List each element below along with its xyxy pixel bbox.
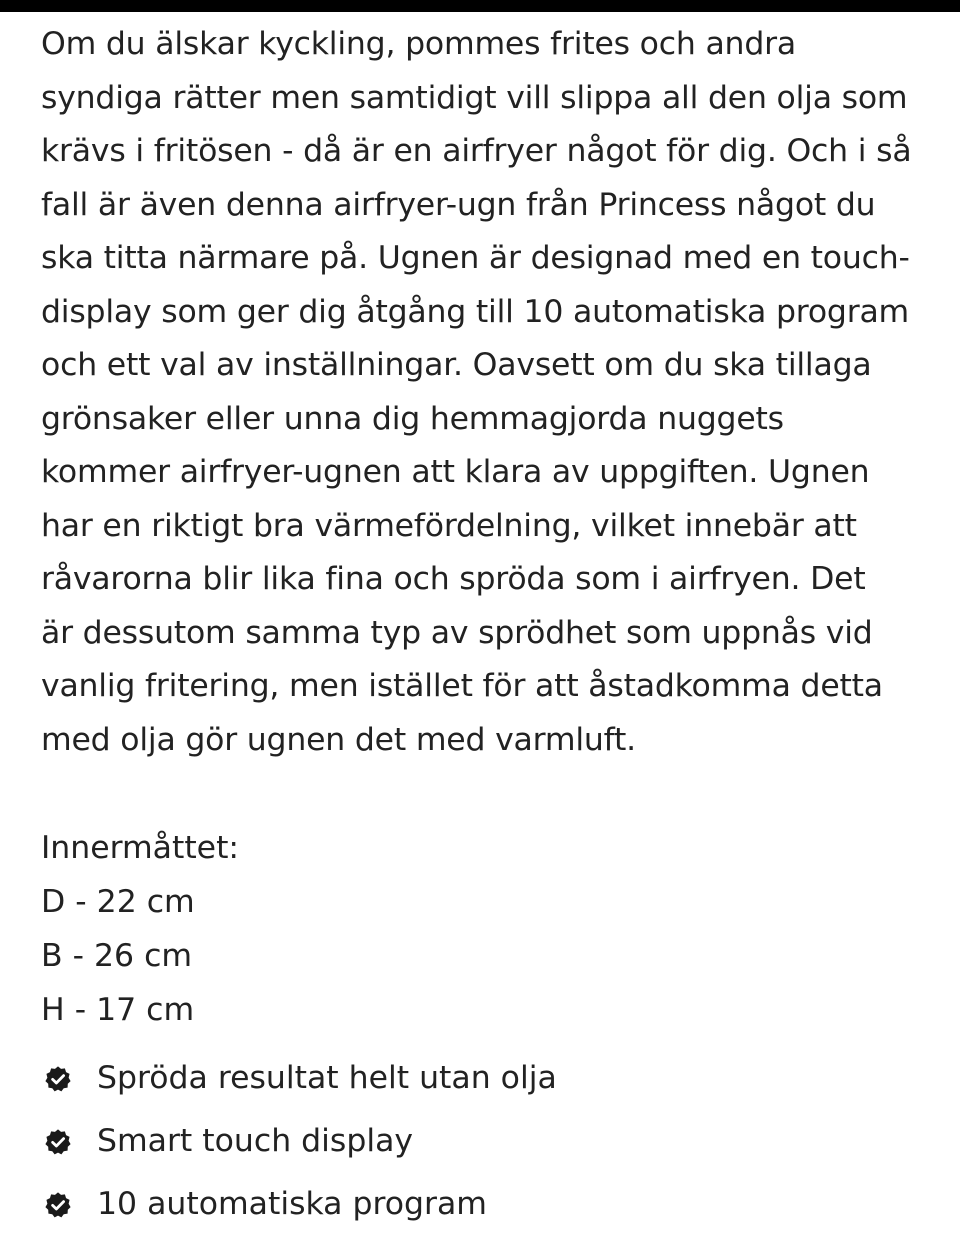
product-description bbox=[41, 18, 956, 1236]
feature-item bbox=[41, 1047, 956, 1110]
description-line: vanlig fritering, men istället för att åstadkomma detta bbox=[41, 668, 883, 704]
feature-list bbox=[41, 1047, 956, 1236]
dimensions-section bbox=[41, 821, 956, 1037]
description-line: krävs i fritösen - då är en airfryer något för dig. Och i så bbox=[41, 133, 912, 169]
feature-item bbox=[41, 1173, 956, 1236]
dimensions-heading: Innermåttet: bbox=[41, 830, 240, 866]
description-line: med olja gör ugnen det med varmluft. bbox=[41, 721, 636, 758]
feature-label: Smart touch display bbox=[97, 1123, 414, 1159]
feature-item bbox=[41, 1110, 956, 1173]
feature-label: 10 automatiska program bbox=[97, 1186, 487, 1222]
check-badge-icon bbox=[44, 1065, 72, 1093]
description-line: råvarorna blir lika fina och spröda som i airfryen. Det bbox=[41, 561, 866, 597]
description-line: Om du älskar kyckling, pommes frites och andra bbox=[41, 26, 796, 62]
description-line: och ett val av inställningar. Oavsett om du ska tillaga bbox=[41, 347, 872, 383]
description-line: grönsaker eller unna dig hemmagjorda nuggets bbox=[41, 400, 784, 437]
description-line: är dessutom samma typ av sprödhet som uppnås vid bbox=[41, 614, 873, 651]
dimension-height: H - 17 cm bbox=[41, 992, 195, 1028]
top-bar bbox=[0, 0, 960, 12]
description-line: ska titta närmare på. Ugnen är designad med en touch- bbox=[41, 240, 910, 276]
description-line: fall är även denna airfryer-ugn från Princess något du bbox=[41, 186, 876, 223]
description-line: display som ger dig åtgång till 10 automatiska program bbox=[41, 293, 910, 330]
check-badge-icon bbox=[44, 1191, 72, 1219]
description-paragraph bbox=[41, 18, 956, 767]
description-line: har en riktigt bra värmefördelning, vilket innebär att bbox=[41, 507, 857, 544]
description-line: syndiga rätter men samtidigt vill slippa all den olja som bbox=[41, 79, 908, 116]
dimension-depth: D - 22 cm bbox=[41, 884, 195, 920]
feature-label: Spröda resultat helt utan olja bbox=[97, 1060, 557, 1096]
description-line: kommer airfryer-ugnen att klara av uppgiften. Ugnen bbox=[41, 454, 870, 490]
check-badge-icon bbox=[44, 1128, 72, 1156]
dimension-width: B - 26 cm bbox=[41, 938, 193, 974]
